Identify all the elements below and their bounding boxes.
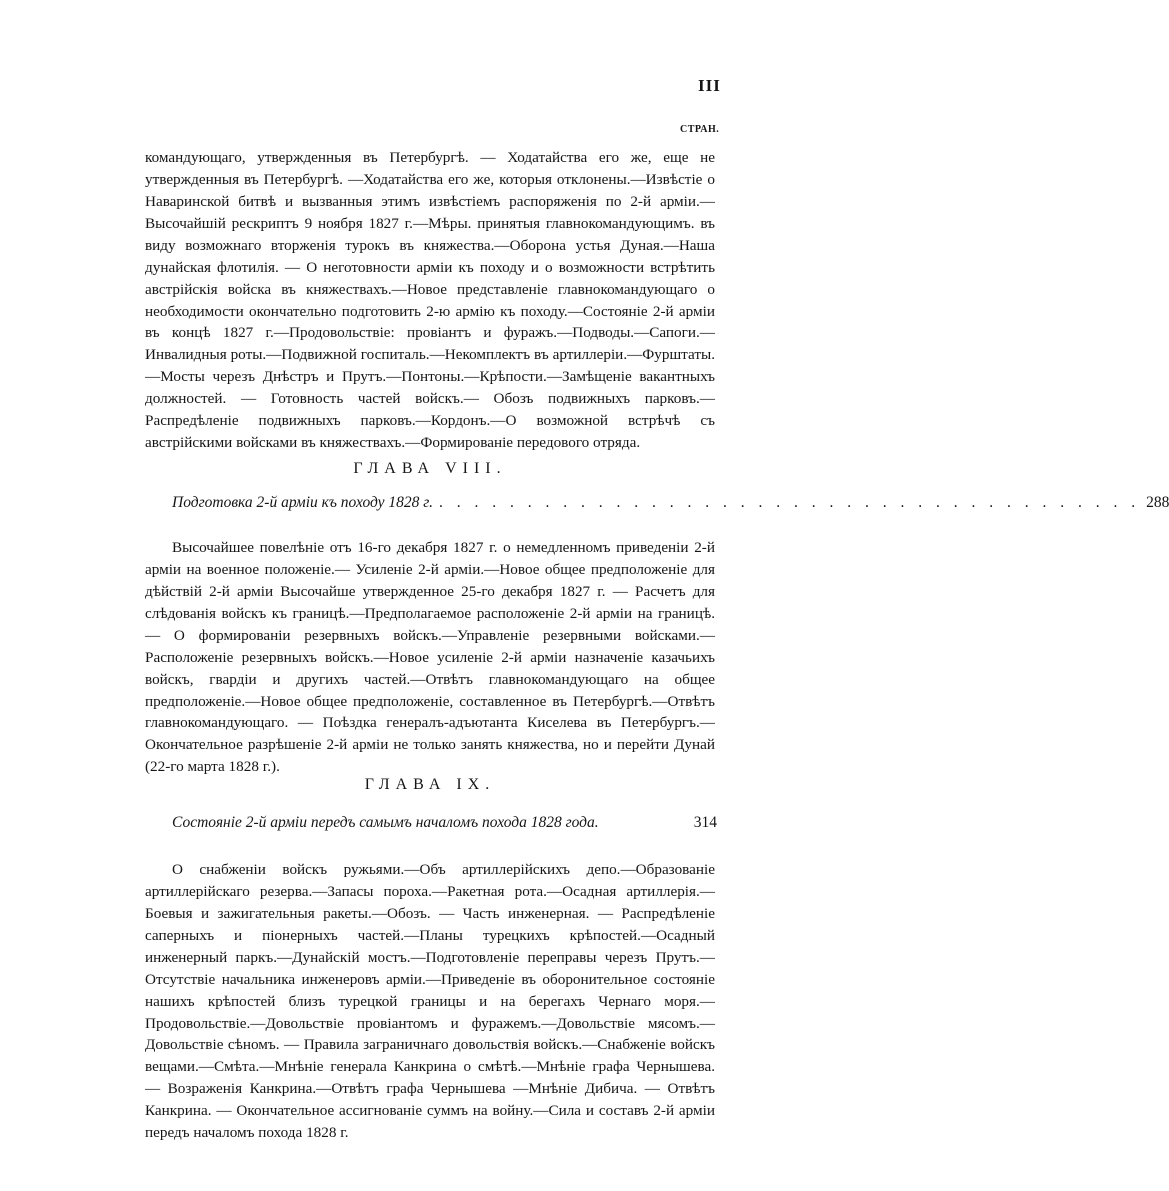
intro-paragraph: командующаго, утвержденныя въ Петербургѣ. — Ходатайства его же, еще не утвержденныя въ Петербургѣ. —Ходатайства его же, которыя отклонены.—Извѣстіе о Наваринской битвѣ и вызванныя этимъ извѣстіемъ распоряженія по 2-й арміи.—Высочайшій рескриптъ 9 ноября 1827 г.—Мѣры. принятыя главнокомандующимъ. въ виду возможнаго вторженія турокъ въ княжества.—Оборона устья Дуная.—Наша дунайская флотилія. — О неготовности арміи къ походу и о возможности встрѣтить австрійскія войска въ княжествахъ.—Новое представленіе главнокомандующаго о необходимости окончательно подготовить 2-ю армію къ походу.—Состояніе 2-й арміи въ концѣ 1827 г.—Продовольствіе: провіантъ и фуражъ.—Подводы.—Сапоги.—Инвалидныя роты.—Подвижной госпиталь.—Некомплектъ въ артиллеріи.—Фурштаты.—Мосты черезъ Днѣстръ и Прутъ.—Понтоны.—Крѣпости.—Замѣщеніе вакантныхъ должностей. — Готовность частей войскъ.— Обозъ подвижныхъ парковъ.—Распредѣленіе подвижныхъ парковъ.—Кордонъ.—О возможной встрѣчѣ съ австрійскими войсками въ княжествахъ.—Формированіе передового отряда. bbox=[145, 149, 715, 451]
page-number: III bbox=[698, 76, 721, 95]
chapter-8-heading: ГЛАВА VIII. bbox=[353, 460, 507, 477]
chapter-8-summary: Высочайшее повелѣніе отъ 16-го декабря 1827 г. о немедленномъ приведеніи 2-й арміи на военное положеніе.— Усиленіе 2-й арміи.—Новое общее предположеніе для дѣйствій 2-й арміи Высочайше утвержденное 25-го декабря 1827 г. — Расчетъ для слѣдованія войскъ къ границѣ.—Предполагаемое расположеніе 2-й арміи на границѣ.— О формированіи резервныхъ войскъ.—Управленіе резервными войсками.—Расположеніе резервныхъ войскъ.—Новое усиленіе 2-й арміи назначеніе казачьихъ войскъ, гвардіи и другихъ частей.—Отвѣтъ главнокомандующаго на общее предположеніе.—Новое общее предположеніе, составленное въ Петербургѣ.—Отвѣтъ главнокомандующаго. — Поѣздка генералъ-адъютанта Киселева въ Петербургъ.—Окончательное разрѣшеніе 2-й арміи не только занять княжества, но и перейти Дунай (22-го марта 1828 г.). bbox=[145, 539, 715, 776]
chapter-9-page-number: 314 bbox=[693, 814, 717, 831]
chapter-8-title: Подготовка 2-й арміи къ походу 1828 г. bbox=[172, 494, 434, 511]
chapter-9-heading: ГЛАВА IX. bbox=[364, 776, 496, 793]
page-column-label: СТРАН. bbox=[680, 124, 720, 135]
chapter-8-toc-entry bbox=[172, 494, 1169, 512]
chapter-8-dot-leader: . . . . . . . . . . . . . . . . . . . . . . . . . . . . . . . . . . . . . . . . bbox=[439, 494, 1141, 511]
chapter-8-page-number: 288 bbox=[1146, 494, 1169, 511]
chapter-9-toc-entry bbox=[172, 814, 717, 832]
chapter-9-summary: О снабженіи войскъ ружьями.—Объ артиллерійскихъ депо.—Образованіе артиллерійскаго резерва.—Запасы пороха.—Ракетная рота.—Осадная артиллерія.—Боевыя и зажигательныя ракеты.—Обозъ. — Часть инженерная. — Распредѣленіе саперныхъ и піонерныхъ частей.—Планы турецкихъ крѣпостей.—Осадный инженерный паркъ.—Дунайскій мостъ.—Подготовленіе переправы черезъ Прутъ.—Отсутствіе начальника инженеровъ арміи.—Приведеніе въ оборонительное состояніе нашихъ крѣпостей близъ турецкой границы и на берегахъ Чернаго моря.—Продовольствіе.—Довольствіе провіантомъ и фуражемъ.—Довольствіе мясомъ.—Довольствіе сѣномъ. — Правила заграничнаго довольствія войскъ.—Снабженіе войскъ вещами.—Смѣта.—Мнѣніе генерала Канкрина о смѣтѣ.—Мнѣніе графа Чернышева. — Возраженія Канкрина.—Отвѣтъ графа Чернышева —Мнѣніе Дибича. — Отвѣтъ Канкрина. — Окончательное ассигнованіе суммъ на войну.—Сила и составъ 2-й арміи передъ началомъ похода 1828 г. bbox=[145, 861, 715, 1142]
chapter-9-title: Состояніе 2-й арміи передъ самымъ началомъ похода 1828 года. bbox=[172, 814, 599, 831]
